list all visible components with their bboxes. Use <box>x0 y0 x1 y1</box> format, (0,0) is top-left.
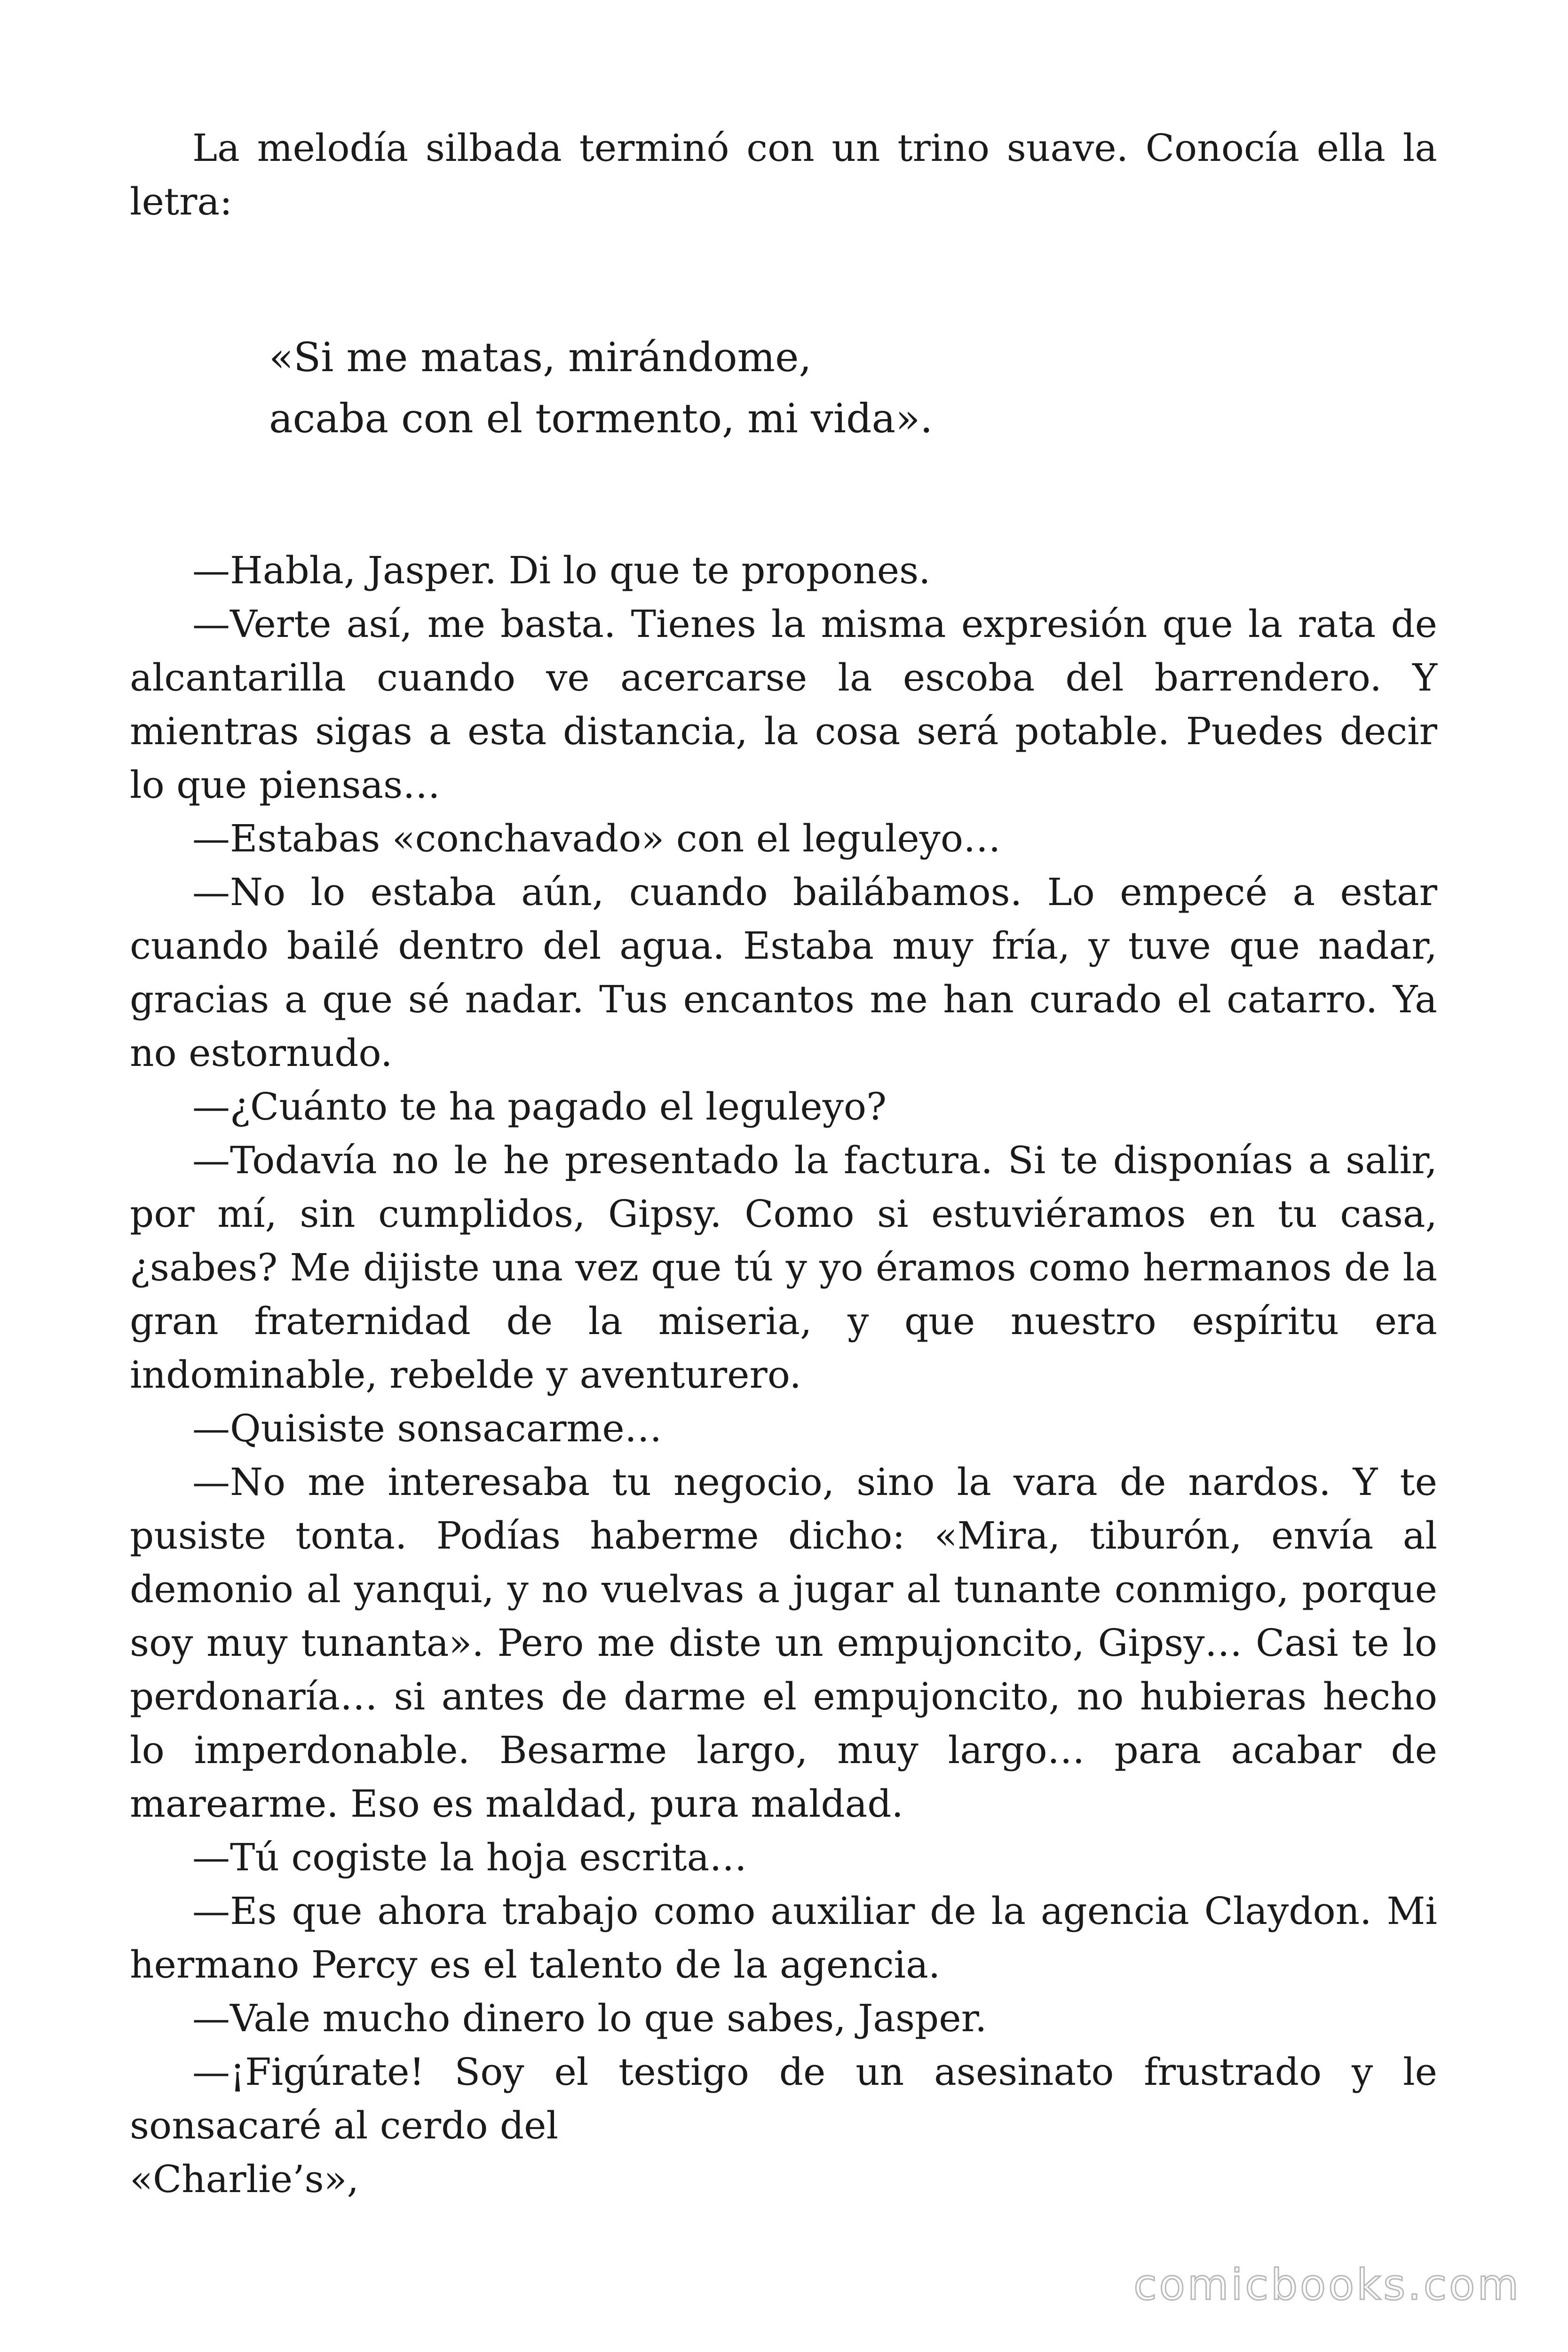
verse-block <box>130 229 1437 544</box>
dialogue-paragraph: —Tú cogiste la hoja escrita… <box>192 1836 747 1879</box>
dialogue-paragraph: —Verte así, me basta. Tienes la misma expresión que la rata de alcantarilla cuando ve acercarse la escoba del barrendero. Y mientras sigas a esta distancia, la cosa será potable. Puedes decir lo que piensas… <box>130 602 1437 807</box>
dialogue-paragraph: —Estabas «conchavado» con el leguleyo… <box>192 817 1001 860</box>
paragraph-intro: La melodía silbada terminó con un trino suave. Conocía ella la letra: <box>130 126 1437 223</box>
dialogue-paragraph: —Vale mucho dinero lo que sabes, Jasper. <box>192 1996 987 2040</box>
dialogue-paragraph: —¡Figúrate! Soy el testigo de un asesinato frustrado y le sonsacaré al cerdo del <box>130 2050 1437 2147</box>
verse-line: acaba con el tormento, mi vida». <box>269 396 933 442</box>
dialogue-paragraph: —No me interesaba tu negocio, sino la vara de nardos. Y te pusiste tonta. Podías haberme dicho: «Mira, tiburón, envía al demonio al yanqui, y no vuelvas a jugar al tunante conmigo, porque soy muy tunanta». Pero me diste un empujoncito, Gipsy… Casi te lo perdonaría… si antes de darme el empujoncito, no hubieras hecho lo imperdonable. Besarme largo, muy largo… para acabar de marearme. Eso es maldad, pura maldad. <box>130 1460 1437 1826</box>
trailing-line: «Charlie’s», <box>130 2157 359 2201</box>
dialogue-paragraph: —Es que ahora trabajo como auxiliar de la agencia Claydon. Mi hermano Percy es el talento de la agencia. <box>130 1889 1437 1986</box>
watermark-text: comicbooks.com <box>1133 2260 1521 2310</box>
dialogue-paragraph: —¿Cuánto te ha pagado el leguleyo? <box>192 1085 887 1128</box>
dialogue-paragraph: —Quisiste sonsacarme… <box>192 1406 662 1450</box>
dialogue-paragraph: —Todavía no le he presentado la factura. Si te disponías a salir, por mí, sin cumplidos, Gipsy. Como si estuviéramos en tu casa, ¿sabes? Me dijiste una vez que tú y yo éramos como hermanos de la gran fraternidad de la miseria, y que nuestro espíritu era indominable, rebelde y aventurero. <box>130 1138 1437 1397</box>
dialogue-paragraph: —Habla, Jasper. Di lo que te propones. <box>192 548 931 592</box>
verse-line: «Si me matas, mirándome, <box>269 334 812 381</box>
dialogue-paragraph: —No lo estaba aún, cuando bailábamos. Lo empecé a estar cuando bailé dentro del agua. Estaba muy fría, y tuve que nadar, gracias a que sé nadar. Tus encantos me han curado el catarro. Ya no estornudo. <box>130 870 1437 1075</box>
body-text <box>130 121 1437 2206</box>
